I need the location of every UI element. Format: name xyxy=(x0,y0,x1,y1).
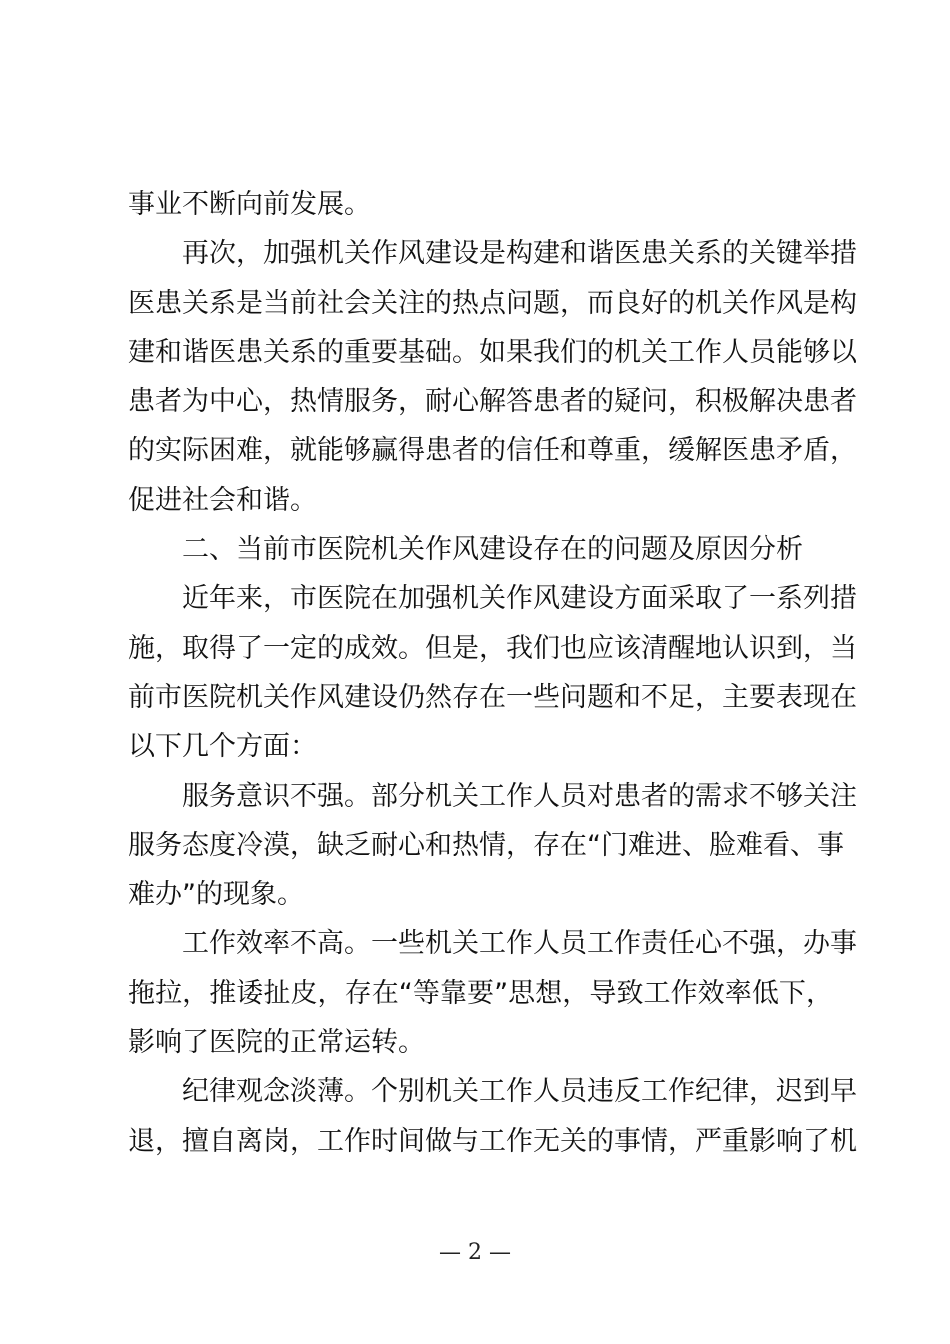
text-line: 影响了医院的正常运转。 xyxy=(128,1027,425,1059)
text-line: 拖拉，推诿扯皮，存在“等靠要”思想，导致工作效率低下， xyxy=(128,977,833,1009)
text-line: 施，取得了一定的成效。但是，我们也应该清醒地认识到，当 xyxy=(128,632,857,664)
section-heading: 二、当前市医院机关作风建设存在的问题及原因分析 xyxy=(182,534,803,566)
document-body xyxy=(128,180,857,1166)
page-number: — 2 — xyxy=(439,1240,511,1265)
text-line: 事业不断向前发展。 xyxy=(128,189,371,220)
text-line: 工作效率不高。一些机关工作人员工作责任心不强，办事 xyxy=(182,928,857,960)
text-line: 纪律观念淡薄。个别机关工作人员违反工作纪律，迟到早 xyxy=(182,1076,857,1108)
text-line: 服务态度冷漠，缺乏耐心和热情，存在“门难进、脸难看、事 xyxy=(128,829,844,861)
text-line: 医患关系是当前社会关注的热点问题，而良好的机关作风是构 xyxy=(128,287,857,319)
text-line: 前市医院机关作风建设仍然存在一些问题和不足，主要表现在 xyxy=(128,681,857,713)
text-line: 再次，加强机关作风建设是构建和谐医患关系的关键举措 xyxy=(182,238,857,270)
text-line: 建和谐医患关系的重要基础。如果我们的机关工作人员能够以 xyxy=(128,336,857,368)
text-line: 患者为中心，热情服务，耐心解答患者的疑问，积极解决患者 xyxy=(128,386,857,418)
text-line: 难办”的现象。 xyxy=(128,879,304,911)
text-line: 促进社会和谐。 xyxy=(128,484,317,516)
text-line: 服务意识不强。部分机关工作人员对患者的需求不够关注 xyxy=(182,780,857,812)
text-line: 退，擅自离岗，工作时间做与工作无关的事情，严重影响了机 xyxy=(128,1125,857,1157)
text-line: 以下几个方面： xyxy=(128,731,317,763)
text-line: 近年来，市医院在加强机关作风建设方面采取了一系列措 xyxy=(182,583,857,615)
text-line: 的实际困难，就能够赢得患者的信任和尊重，缓解医患矛盾， xyxy=(128,435,857,467)
